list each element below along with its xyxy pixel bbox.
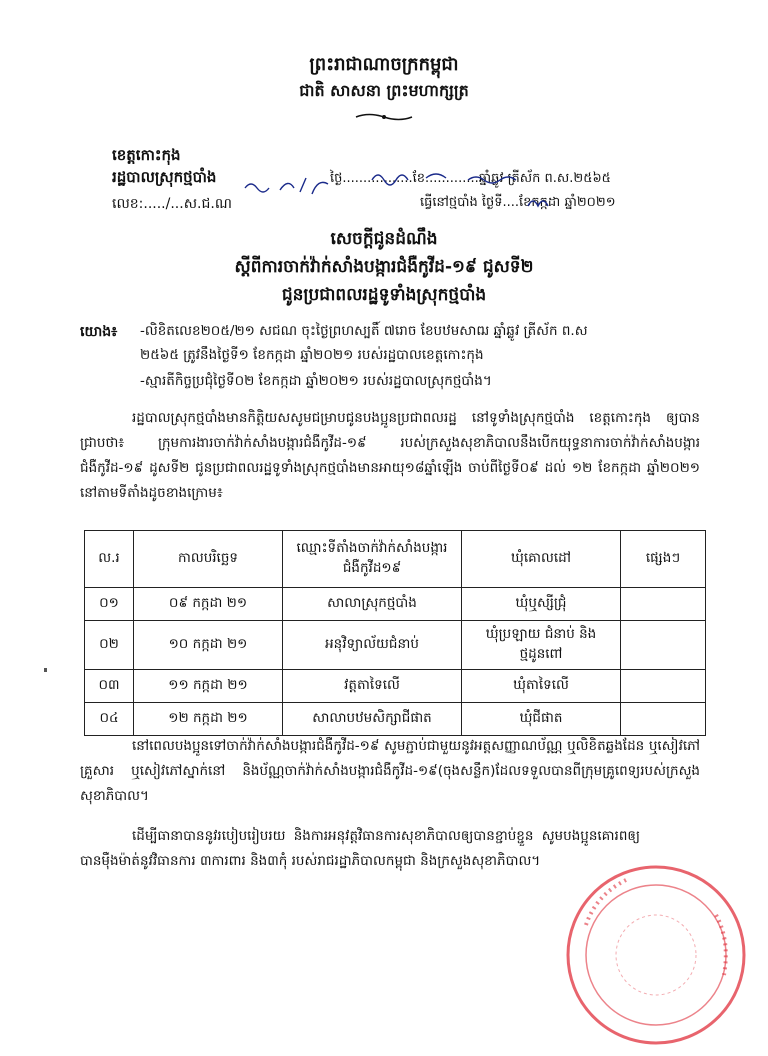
vaccination-schedule-table — [84, 530, 706, 736]
header-target-commune: ឃុំគោលដៅ — [462, 531, 621, 588]
cell-location: សាលាបឋមសិក្សាជីផាត — [283, 703, 462, 736]
cell-other — [621, 588, 706, 621]
province-name: ខេត្តកោះកុង — [112, 146, 181, 164]
cell-no: ០២ — [85, 621, 134, 670]
district-administration: រដ្ឋបាលស្រុកថ្មបាំង — [112, 168, 217, 186]
cell-commune: ឃុំជីផាត — [462, 703, 621, 736]
reference-1-line-1: -លិខិតលេខ២០៥/២១ សជណ ចុះថ្ងៃព្រហស្បតិ៍ ៧រោច ខែបឋមសាឍ ឆ្នាំឆ្លូវ ត្រីស័ក ព.ស — [140, 323, 588, 339]
cell-no: ០១ — [85, 588, 134, 621]
cell-date: ០៩ កក្កដា ២១ — [134, 588, 283, 621]
cell-date: ១២ កក្កដា ២១ — [134, 703, 283, 736]
kingdom-heading: ព្រះរាជាណាចក្រកម្ពុជា — [309, 54, 459, 75]
table-row — [85, 703, 706, 736]
documents-note-paragraph — [80, 734, 700, 809]
cell-no: ០៤ — [85, 703, 134, 736]
ornament-divider — [354, 110, 414, 124]
header-other: ផ្សេងៗ — [621, 531, 706, 588]
solar-date: ធ្វើនៅថ្មបាំង ថ្ងៃទី....ខែកក្កដា ឆ្នាំ២០២១ — [420, 195, 616, 210]
official-seal-stamp — [556, 855, 746, 1045]
cell-commune: ឃុំប្រឡាយ ជំនាប់ និងថ្មដូនពៅ — [462, 621, 621, 670]
reference-1-line-2: ២៥៦៥ ត្រូវនឹងថ្ងៃទី១ ខែកក្កដា ឆ្នាំ២០២១ របស់រដ្ឋបាលខេត្តកោះកុង — [140, 347, 484, 363]
header-date: កាលបរិច្ឆេទ — [134, 531, 283, 588]
margin-mark — [44, 668, 47, 672]
table-row — [85, 621, 706, 670]
handwritten-lunar-date — [368, 166, 528, 188]
cell-commune: ឃុំតាទៃលើ — [462, 670, 621, 703]
cell-date: ១០ កក្កដា ២១ — [134, 621, 283, 670]
table-row — [85, 670, 706, 703]
header-no: ល.រ — [85, 531, 134, 588]
intro-paragraph — [80, 406, 700, 506]
cell-location: អនុវិទ្យាល័យជំនាប់ — [283, 621, 462, 670]
references-label: យោង៖ — [80, 324, 118, 340]
cell-other — [621, 703, 706, 736]
table-row — [85, 588, 706, 621]
cell-other — [621, 621, 706, 670]
lunar-date: ថ្ងៃ.................ខែ.............ឆ្នាំឆ្លូវ ត្រីស័ក ព.ស.២៥៦៥ — [330, 171, 611, 186]
documents-note-text: នៅពេលបងប្អូនទៅចាក់វ៉ាក់សាំងបង្ការជំងឺកូវីដ-១៩ សូមភ្ជាប់ជាមួយនូវអត្តសញ្ញាណប័ណ្ណ ឬលិខិតឆ្លងដែន ឬសៀវភៅគ្រួសារ ឬសៀវភៅស្នាក់នៅ និងប័ណ្ណចាក់វ៉ាក់សាំងបង្ការជំងឺកូវីដ-១៩(ចុងសន្លឹក)ដែលទទួលបានពីក្រុមគ្រូពេទ្យរបស់ក្រសួងសុខាភិបាល។ — [80, 738, 700, 804]
national-motto: ជាតិ សាសនា ព្រះមហាក្សត្រ — [299, 81, 469, 100]
cell-location: វត្តតាទៃលើ — [283, 670, 462, 703]
intro-text: រដ្ឋបាលស្រុកថ្មបាំងមានកិត្តិយសសូមជម្រាបជូនបងប្អូនប្រជាពលរដ្ឋ នៅទូទាំងស្រុកថ្មបាំង ខេត្តកោះកុង ឲ្យបានជ្រាបថា៖ ក្រុមការងារចាក់វ៉ាក់សាំងបង្ការជំងឺកូវីដ-១៩ របស់ក្រសួងសុខាភិបាលនឹងបើកយុទ្ធនាការចាក់វ៉ាក់សាំងបង្ការជំងឺកូវីដ-១៩ ដូសទី២ ជូនប្រជាពលរដ្ឋទូទាំងស្រុកថ្មបាំងមានអាយុ១៨ឆ្នាំឡើង ចាប់ពីថ្ងៃទី០៩ ដល់ ១២ ខែកក្កដា ឆ្នាំ២០២១ នៅតាមទីតាំងដូចខាងក្រោម៖ — [80, 410, 700, 501]
reference-2: -ស្មារតីកិច្ចប្រជុំថ្ងៃទី០២ ខែកក្កដា ឆ្នាំ២០២១ របស់រដ្ឋបាលស្រុកថ្មបាំង។ — [140, 373, 492, 389]
cell-no: ០៣ — [85, 670, 134, 703]
handwritten-ref-signature — [240, 170, 370, 200]
cell-location: សាលាស្រុកថ្មបាំង — [283, 588, 462, 621]
notice-recipients: ជូនប្រជាពលរដ្ឋទូទាំងស្រុកថ្មបាំង — [281, 285, 487, 305]
cell-commune: ឃុំឬស្សីជ្រុំ — [462, 588, 621, 621]
reference-number: លេខ:...../...ស.ជ.ណ — [112, 196, 232, 212]
closing-text: ដើម្បីធានាបាននូវរបៀបរៀបរយ និងការអនុវត្តវិធានការសុខាភិបាលឲ្យបានខ្ជាប់ខ្ជួន សូមបងប្អូនគោរពឲ្យបានម៉ឺងម៉ាត់នូវវិធានការ ៣ការពារ និង៣កុំ របស់រាជរដ្ឋាភិបាលកម្ពុជា និងក្រសួងសុខាភិបាល។ — [80, 828, 640, 869]
notice-subject: ស្តីពីការចាក់វ៉ាក់សាំងបង្ការជំងឺកូវីដ-១៩ ជូសទី២ — [234, 257, 534, 277]
header-location: ឈ្មោះទីតាំងចាក់វ៉ាក់សាំងបង្ការជំងឺកូវីដ១៩ — [283, 531, 462, 588]
handwritten-day — [524, 192, 554, 212]
table-header-row — [85, 531, 706, 588]
cell-other — [621, 670, 706, 703]
cell-date: ១១ កក្កដា ២១ — [134, 670, 283, 703]
notice-title: សេចក្តីជូនដំណឹង — [330, 229, 438, 249]
